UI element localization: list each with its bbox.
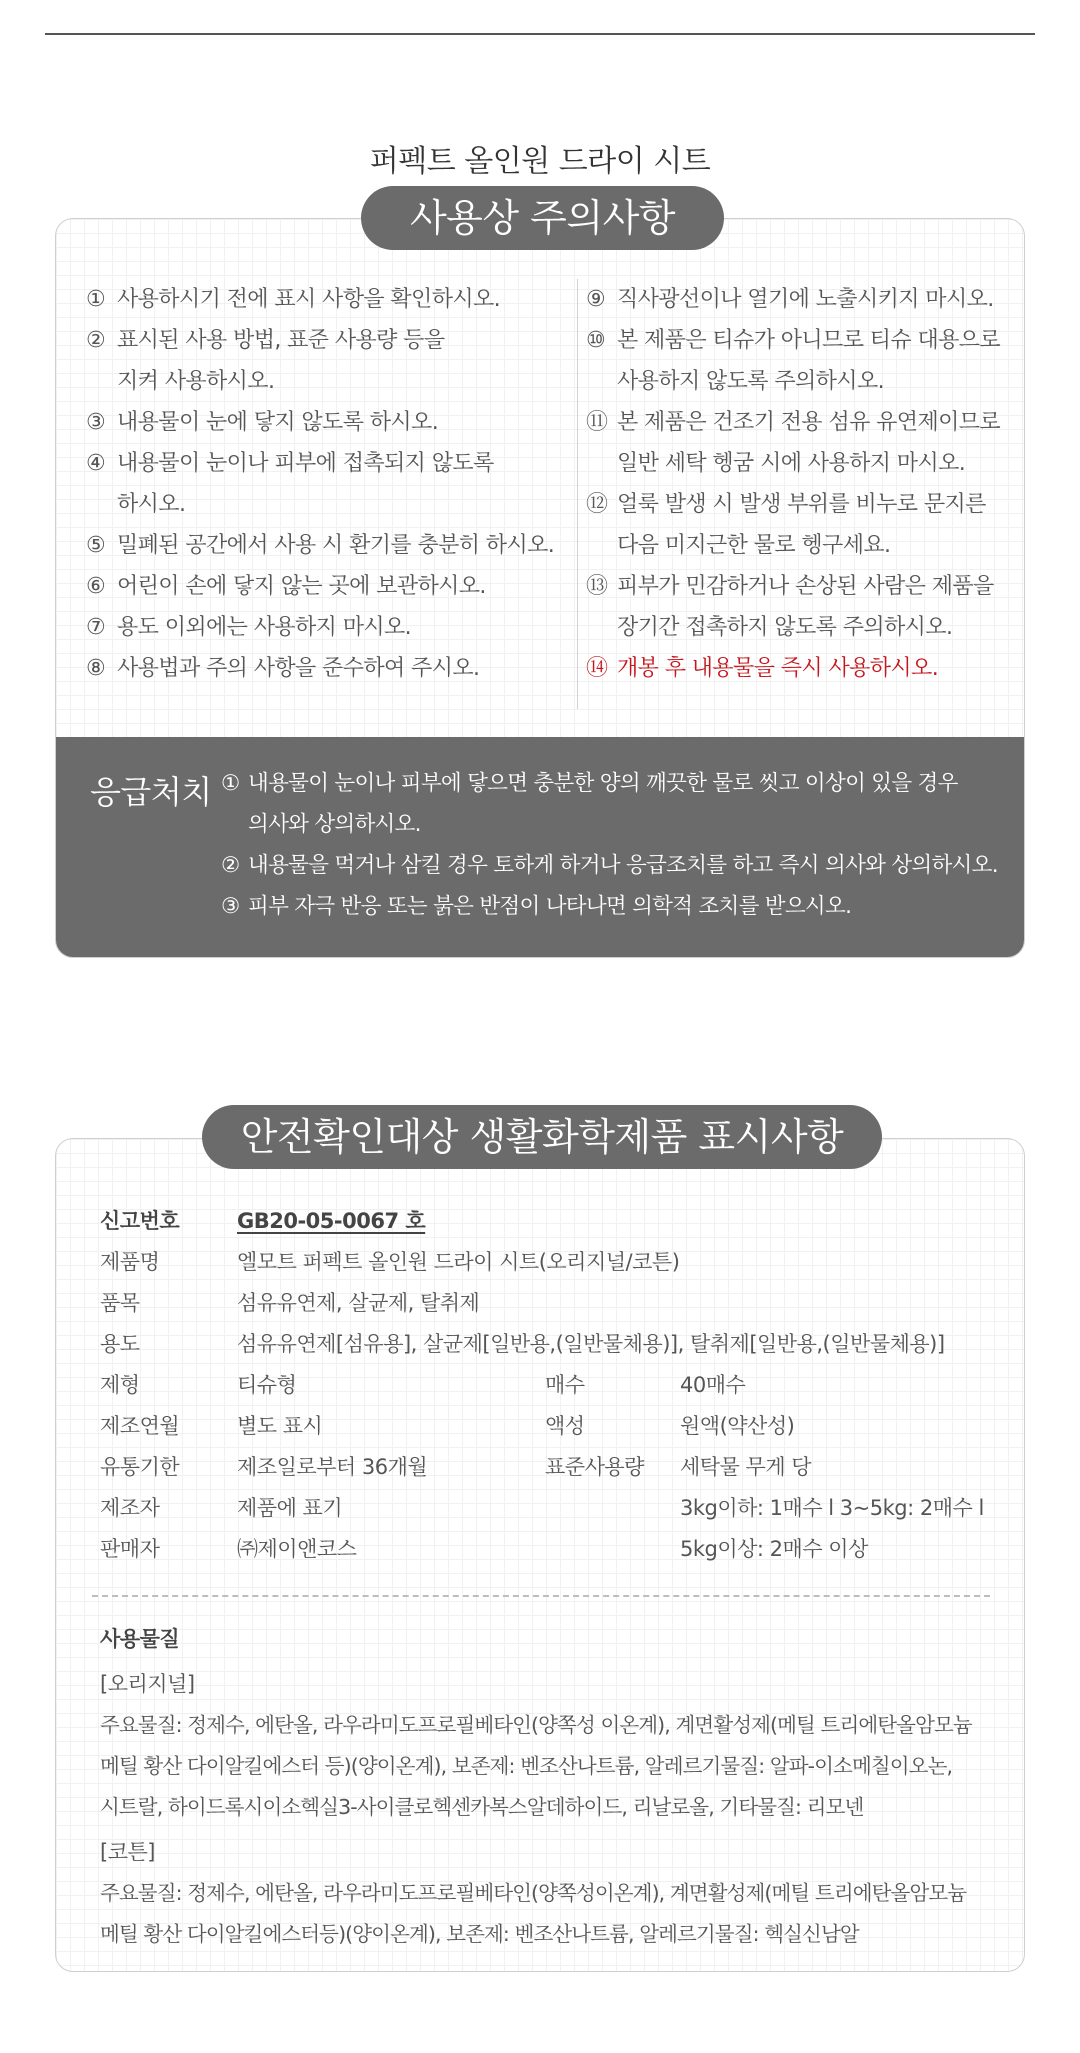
first-aid-item <box>221 763 1021 845</box>
caution-item <box>586 648 1006 689</box>
caution-item <box>86 566 566 607</box>
caution-item <box>586 566 1006 648</box>
standard-use-value-line2: 3kg이하: 1매수 l 3~5kg: 2매수 l <box>680 1496 984 1520</box>
caution-item <box>86 607 566 648</box>
ingredients-section <box>100 1619 1000 1955</box>
info-row-use <box>100 1324 1000 1365</box>
caution-item-number: ④ <box>86 451 106 476</box>
caution-item-number: ⑧ <box>86 656 106 681</box>
seller-value: ㈜제이앤코스 <box>237 1537 357 1561</box>
info-row-product <box>100 1242 1000 1283</box>
standard-use-value-line1: 세탁물 무게 당 <box>680 1455 812 1479</box>
maker-value: 제품에 표기 <box>237 1496 343 1520</box>
caution-item <box>586 484 1006 566</box>
caution-item <box>586 402 1006 484</box>
info-row-mfg-date <box>100 1406 1000 1447</box>
caution-item-text: 사용하시기 전에 표시 사항을 확인하시오. <box>117 287 501 312</box>
first-aid-item <box>221 886 1021 927</box>
first-aid-item-number: ③ <box>221 894 240 919</box>
caution-item <box>86 402 566 443</box>
first-aid-item <box>221 845 1021 886</box>
caution-item <box>86 443 566 525</box>
info-row-report <box>100 1201 1000 1242</box>
caution-item-number: ① <box>86 287 106 312</box>
info-row-maker <box>100 1488 1000 1529</box>
caution-item-text: 내용물이 눈이나 피부에 접촉되지 않도록 하시오. <box>117 451 494 517</box>
caution-item-text: 용도 이외에는 사용하지 마시오. <box>117 615 412 640</box>
caution-item-number: ⑤ <box>86 533 106 558</box>
caution-item-number: ⑨ <box>586 287 606 312</box>
caution-item-text: 어린이 손에 닿지 않는 곳에 보관하시오. <box>117 574 486 599</box>
first-aid-title: 응급처치 <box>90 773 212 811</box>
caution-item-number: ⑭ <box>586 656 608 681</box>
first-aid-item-text: 피부 자극 반응 또는 붉은 반점이 나타나면 의학적 조치를 받으시오. <box>248 894 852 919</box>
standard-use-label: 표준사용량 <box>545 1455 644 1479</box>
cautions-left-column <box>86 279 566 689</box>
item-label: 품목 <box>100 1291 140 1315</box>
count-value: 40매수 <box>680 1373 746 1397</box>
caution-item-text: 직사광선이나 열기에 노출시키지 마시오. <box>617 287 994 312</box>
info-row-expiry <box>100 1447 1000 1488</box>
caution-item-text: 사용법과 주의 사항을 준수하여 주시오. <box>117 656 480 681</box>
report-number-value: GB20-05-0067 호 <box>237 1209 426 1233</box>
cautions-card <box>55 218 1025 958</box>
use-label: 용도 <box>100 1332 140 1356</box>
caution-item-number: ⑩ <box>586 328 606 353</box>
info-row-form <box>100 1365 1000 1406</box>
caution-item <box>86 320 566 402</box>
seller-label: 판매자 <box>100 1537 160 1561</box>
caution-item-number: ⑦ <box>86 615 106 640</box>
first-aid-section <box>56 737 1024 957</box>
standard-use-value-line3: 5kg이상: 2매수 이상 <box>680 1537 868 1561</box>
form-label: 제형 <box>100 1373 140 1397</box>
caution-item <box>86 648 566 689</box>
expiry-label: 유통기한 <box>100 1455 180 1479</box>
first-aid-item-text: 내용물이 눈이나 피부에 닿으면 충분한 양의 깨끗한 물로 씻고 이상이 있을 경우 의사와 상의하시오. <box>248 771 958 837</box>
caution-item-number: ② <box>86 328 106 353</box>
cotton-ingredients-text: 주요물질: 정제수, 에탄올, 라우라미도프로필베타인(양쪽성이온계), 계면활성제(메틸 트리에탄올암모늄 메틸 황산 다이알킬에스터등)(양이온계), 보존제: 벤조산나트륨, 알레르기물질: 헥실신남알 <box>100 1881 967 1946</box>
info-row-item <box>100 1283 1000 1324</box>
caution-item <box>86 279 566 320</box>
first-aid-item-number: ② <box>221 853 240 878</box>
dashed-divider <box>92 1595 990 1597</box>
caution-item-text: 피부가 민감하거나 손상된 사람은 제품을 장기간 접촉하지 않도록 주의하시오. <box>617 574 994 640</box>
caution-item-number: ⑥ <box>86 574 106 599</box>
original-ingredients-text: 주요물질: 정제수, 에탄올, 라우라미도프로필베타인(양쪽성 이온계), 계면활성제(메틸 트리에탄올암모늄 메틸 황산 다이알킬에스터 등)(양이온계), 보존제: 벤조산나트륨, 알레르기물질: 알파-이소메칠이오논, 시트랄, 하이드록시이소헥실3-사이클로헥센카복스알데하이드, 리날로올, 기타물질: 리모넨 <box>100 1713 972 1819</box>
caution-item <box>586 320 1006 402</box>
first-aid-item-number: ① <box>221 771 240 796</box>
caution-item-text: 본 제품은 티슈가 아니므로 티슈 대용으로 사용하지 않도록 주의하시오. <box>617 328 1001 394</box>
safety-info-table <box>100 1201 1000 1570</box>
liquid-value: 원액(약산성) <box>680 1414 795 1438</box>
caution-item-number: ③ <box>86 410 106 435</box>
mfg-date-value: 별도 표시 <box>237 1414 323 1438</box>
original-label: [오리지널] <box>100 1672 195 1696</box>
count-label: 매수 <box>545 1373 585 1397</box>
caution-item-text: 표시된 사용 방법, 표준 사용량 등을 지켜 사용하시오. <box>117 328 445 394</box>
caution-item-number: ⑪ <box>586 410 608 435</box>
first-aid-item-text: 내용물을 먹거나 삼킬 경우 토하게 하거나 응급조치를 하고 즉시 의사와 상의하시오. <box>248 853 998 878</box>
cautions-list <box>86 279 1001 699</box>
mfg-date-label: 제조연월 <box>100 1414 180 1438</box>
form-value: 티슈형 <box>237 1373 297 1397</box>
top-divider <box>45 33 1035 35</box>
product-subtitle: 퍼펙트 올인원 드라이 시트 <box>369 144 711 179</box>
info-row-seller <box>100 1529 1000 1570</box>
caution-item <box>586 279 1006 320</box>
use-value: 섬유유연제[섬유용], 살균제[일반용,(일반물체용)], 탈취제[일반용,(일반물체용)] <box>237 1332 945 1356</box>
item-value: 섬유유연제, 살균제, 탈취제 <box>237 1291 480 1315</box>
caution-item-text: 밀폐된 공간에서 사용 시 환기를 충분히 하시오. <box>117 533 555 558</box>
liquid-label: 액성 <box>545 1414 585 1438</box>
caution-item-text: 본 제품은 건조기 전용 섬유 유연제이므로 일반 세탁 헹굼 시에 사용하지 마시오. <box>617 410 1001 476</box>
caution-item <box>86 525 566 566</box>
caution-item-number: ⑬ <box>586 574 608 599</box>
caution-item-text: 내용물이 눈에 닿지 않도록 하시오. <box>117 410 439 435</box>
cautions-right-column <box>586 279 1006 689</box>
column-divider <box>577 279 578 709</box>
caution-item-number: ⑫ <box>586 492 608 517</box>
expiry-value: 제조일로부터 36개월 <box>237 1455 428 1479</box>
product-name-value: 엘모트 퍼펙트 올인원 드라이 시트(오리지널/코튼) <box>237 1250 680 1274</box>
cautions-title: 사용상 주의사항 <box>361 186 724 250</box>
product-name-label: 제품명 <box>100 1250 160 1274</box>
safety-info-card <box>55 1138 1025 1972</box>
caution-item-text: 개봉 후 내용물을 즉시 사용하시오. <box>617 656 939 681</box>
first-aid-list <box>221 763 1021 927</box>
maker-label: 제조자 <box>100 1496 160 1520</box>
safety-info-title: 안전확인대상 생활화학제품 표시사항 <box>202 1105 882 1169</box>
ingredients-title: 사용물질 <box>100 1627 180 1651</box>
report-number-label: 신고번호 <box>100 1209 180 1233</box>
caution-item-text: 얼룩 발생 시 발생 부위를 비누로 문지른 다음 미지근한 물로 헹구세요. <box>617 492 986 558</box>
cotton-label: [코튼] <box>100 1840 155 1864</box>
